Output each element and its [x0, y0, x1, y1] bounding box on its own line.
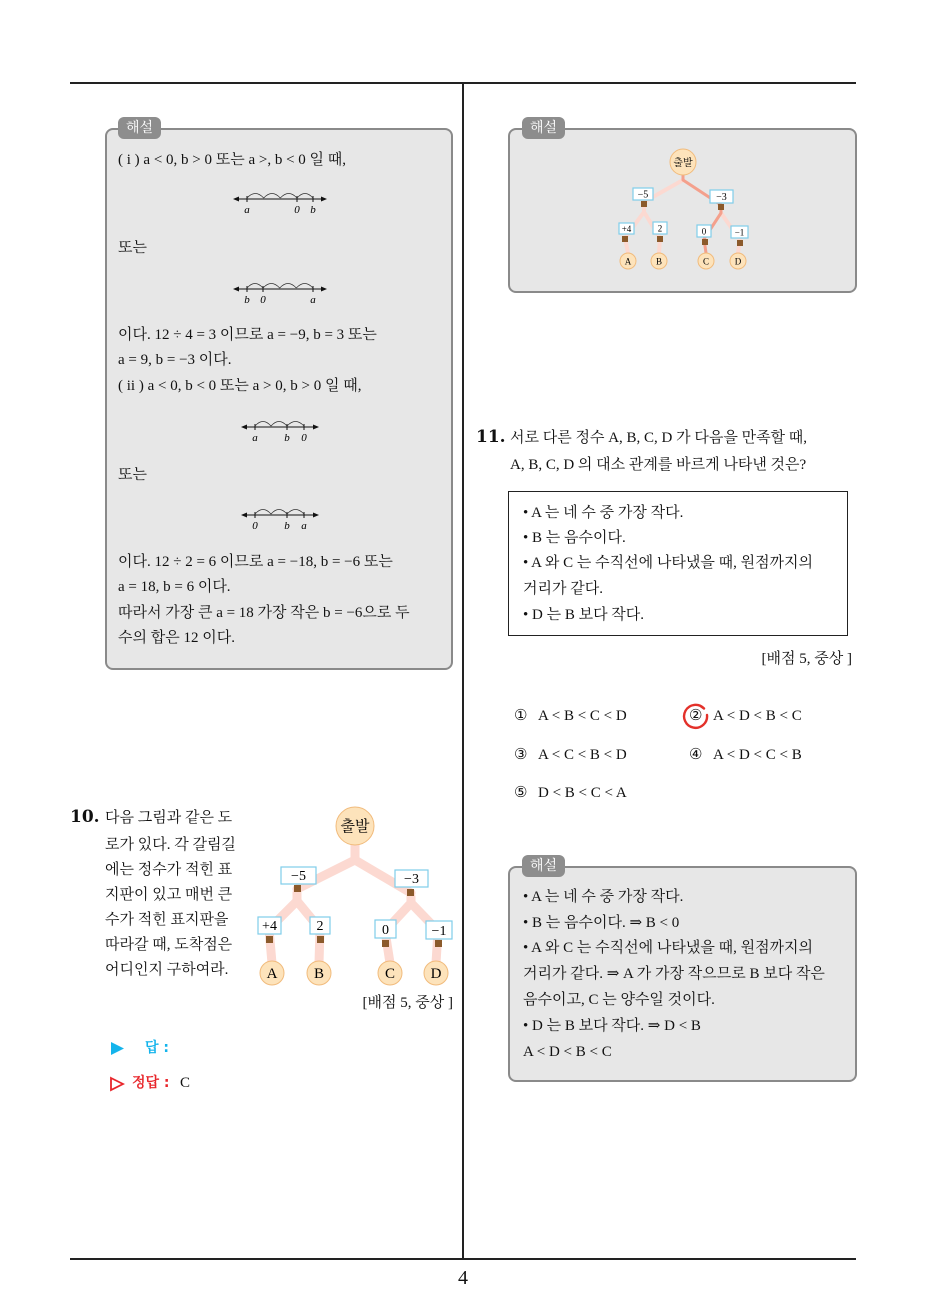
number-line-label: b — [244, 294, 250, 306]
play-triangle-icon — [110, 1041, 125, 1056]
number-line-label: b — [284, 432, 290, 444]
signpost-pole — [737, 240, 743, 246]
sign-label: −1 — [431, 924, 447, 939]
number-line-label: a — [301, 520, 307, 532]
condition-line: 거리가 같다. — [523, 581, 603, 597]
option-text: A < B < C < D — [538, 708, 627, 724]
number-line-label: a — [252, 432, 258, 444]
jump-arcs — [255, 510, 304, 515]
condition-line: • D 는 B 보다 작다. — [523, 607, 645, 623]
number-line-diagram — [240, 502, 320, 532]
destination-label: D — [734, 256, 742, 267]
condition-line: • A 는 네 수 중 가장 작다. — [523, 505, 684, 521]
number-line-label: b — [310, 204, 316, 216]
solution-tree-diagram — [612, 146, 754, 276]
explanation-tag: 해설 — [118, 117, 161, 139]
number-line-diagram — [232, 276, 328, 306]
sign-label: −5 — [291, 869, 306, 884]
signpost-0 — [375, 920, 396, 947]
signpost-minus3 — [395, 870, 428, 896]
start-node — [336, 807, 374, 845]
page-number: 4 — [458, 1267, 468, 1289]
explanation-line: a = 9, b = −3 이다. — [118, 352, 232, 368]
option-number: ⑤ — [514, 785, 528, 801]
right-top-explanation-box — [508, 128, 857, 293]
sign-label: −3 — [716, 192, 727, 203]
explanation-line: 수의 합은 12 이다. — [118, 630, 235, 646]
correct-answer-label: 정답 : — [132, 1075, 170, 1091]
question-line: 로가 있다. 각 갈림길 — [105, 837, 236, 853]
destination-label: A — [266, 966, 278, 982]
score-label: [배점 5, 중상 ] — [362, 995, 453, 1011]
explanation-line: 또는 — [118, 467, 147, 483]
explanation-line: • A 와 C 는 수직선에 나타냈을 때, 원점까지의 — [523, 940, 814, 956]
condition-line: • A 와 C 는 수직선에 나타냈을 때, 원점까지의 — [523, 555, 814, 571]
conditions-box — [508, 491, 848, 636]
sign-label: +4 — [621, 224, 632, 234]
destination-nodes — [260, 961, 448, 985]
question-line: 어디인지 구하여라. — [105, 962, 229, 978]
right-arrow-icon — [313, 425, 319, 430]
signpost-pole — [435, 940, 442, 947]
left-arrow-icon — [241, 425, 247, 430]
sign-label: −1 — [734, 227, 745, 238]
jump-arcs — [255, 422, 304, 427]
explanation-line: • A 는 네 수 중 가장 작다. — [523, 889, 684, 905]
sign-label: 0 — [701, 226, 707, 237]
signpost-pole — [702, 239, 708, 245]
number-line-label: a — [310, 294, 316, 306]
left-arrow-icon — [233, 287, 239, 292]
destination-label: B — [313, 966, 325, 982]
bottom-rule — [70, 1258, 856, 1260]
explanation-line: ( ii ) a < 0, b < 0 또는 a > 0, b > 0 일 때, — [118, 378, 362, 394]
destination-label: B — [655, 256, 663, 267]
option-text: A < D < C < B — [713, 747, 802, 763]
question-number: 11. — [476, 427, 506, 447]
number-line-label: 0 — [301, 432, 307, 444]
hollow-triangle-icon — [109, 1076, 125, 1092]
start-label: 출발 — [340, 819, 370, 835]
sign-label: 2 — [657, 223, 663, 234]
signpost-pole — [622, 236, 628, 242]
sign-label: +4 — [262, 919, 277, 934]
explanation-line: 이다. 12 ÷ 4 = 3 이므로 a = −9, b = 3 또는 — [118, 327, 377, 343]
signpost-pole — [657, 236, 663, 242]
destination-label: C — [384, 966, 396, 982]
destination-label: C — [702, 256, 710, 267]
signpost-plus4 — [258, 917, 281, 943]
signpost-pole — [294, 885, 301, 892]
question-line: 지판이 있고 매번 큰 — [105, 887, 233, 903]
number-line-label: b — [284, 520, 290, 532]
option-number: ④ — [689, 747, 703, 763]
explanation-line: ( i ) a < 0, b > 0 또는 a >, b < 0 일 때, — [118, 152, 347, 168]
explanation-line: 이다. 12 ÷ 2 = 6 이므로 a = −18, b = −6 또는 — [118, 554, 393, 570]
destination-label: A — [624, 256, 632, 267]
left-arrow-icon — [233, 197, 239, 202]
question-number: 10. — [70, 807, 100, 827]
explanation-line: 또는 — [118, 240, 147, 256]
score-label: [배점 5, 중상 ] — [761, 651, 852, 667]
start-label: 출발 — [673, 158, 693, 169]
sign-label: −3 — [404, 872, 419, 887]
jump-arcs — [247, 194, 313, 199]
right-arrow-icon — [313, 513, 319, 518]
option-number: ③ — [514, 747, 528, 763]
signpost-minus1 — [426, 921, 452, 947]
explanation-tag: 해설 — [522, 117, 565, 139]
explanation-line: A < D < B < C — [523, 1044, 612, 1060]
explanation-line: 따라서 가장 큰 a = 18 가장 작은 b = −6으로 두 — [118, 605, 410, 621]
condition-line: • B 는 음수이다. — [523, 530, 626, 546]
signpost-pole — [407, 889, 414, 896]
answer-mark-circle — [681, 702, 711, 730]
question-line: 따라갈 때, 도착점은 — [105, 937, 233, 953]
signpost-minus5 — [281, 867, 316, 892]
right-bottom-explanation-box — [508, 866, 857, 1082]
option-number: ① — [514, 708, 528, 724]
signpost-pole — [641, 201, 647, 207]
correct-answer-value: C — [180, 1075, 191, 1091]
question-line: 서로 다른 정수 A, B, C, D 가 다음을 만족할 때, — [510, 430, 808, 446]
right-arrow-icon — [321, 287, 327, 292]
explanation-tag: 해설 — [522, 855, 565, 877]
signpost-pole — [718, 204, 724, 210]
question-line: 다음 그림과 같은 도 — [105, 810, 233, 826]
question-line: A, B, C, D 의 대소 관계를 바르게 나타낸 것은? — [510, 457, 807, 473]
signpost-pole — [266, 936, 273, 943]
explanation-line: • D 는 B 보다 작다. ⇒ D < B — [523, 1018, 701, 1034]
number-line-label: 0 — [294, 204, 300, 216]
question-line: 에는 정수가 적힌 표 — [105, 862, 233, 878]
road-paths — [269, 843, 438, 963]
sign-label: 0 — [382, 923, 389, 938]
answer-label: 답 : — [145, 1040, 169, 1056]
destination-label: D — [430, 966, 442, 982]
explanation-line: a = 18, b = 6 이다. — [118, 579, 231, 595]
jump-arcs — [247, 284, 313, 289]
option-text: D < B < C < A — [538, 785, 627, 801]
number-line-label: 0 — [260, 294, 266, 306]
signpost-pole — [317, 936, 324, 943]
right-arrow-icon — [321, 197, 327, 202]
option-text: A < C < B < D — [538, 747, 627, 763]
explanation-line: 음수이고, C 는 양수일 것이다. — [523, 992, 715, 1008]
number-line-diagram — [232, 186, 328, 216]
sign-label: 2 — [316, 919, 324, 934]
left-arrow-icon — [241, 513, 247, 518]
road-tree-diagram — [255, 805, 460, 995]
signpost-pole — [382, 940, 389, 947]
option-number: ② — [689, 708, 703, 724]
explanation-line: • B 는 음수이다. ⇒ B < 0 — [523, 915, 680, 931]
number-line-label: a — [244, 204, 250, 216]
number-line-label: 0 — [252, 520, 258, 532]
signpost-2 — [310, 917, 330, 943]
column-divider — [462, 82, 464, 1258]
explanation-line: 거리가 같다. ⇒ A 가 가장 작으므로 B 보다 작은 — [523, 966, 825, 982]
left-explanation-box — [105, 128, 453, 670]
sign-label: −5 — [637, 189, 649, 201]
option-text: A < D < B < C — [713, 708, 802, 724]
question-line: 수가 적힌 표지판을 — [105, 912, 229, 928]
number-line-diagram — [240, 414, 320, 444]
